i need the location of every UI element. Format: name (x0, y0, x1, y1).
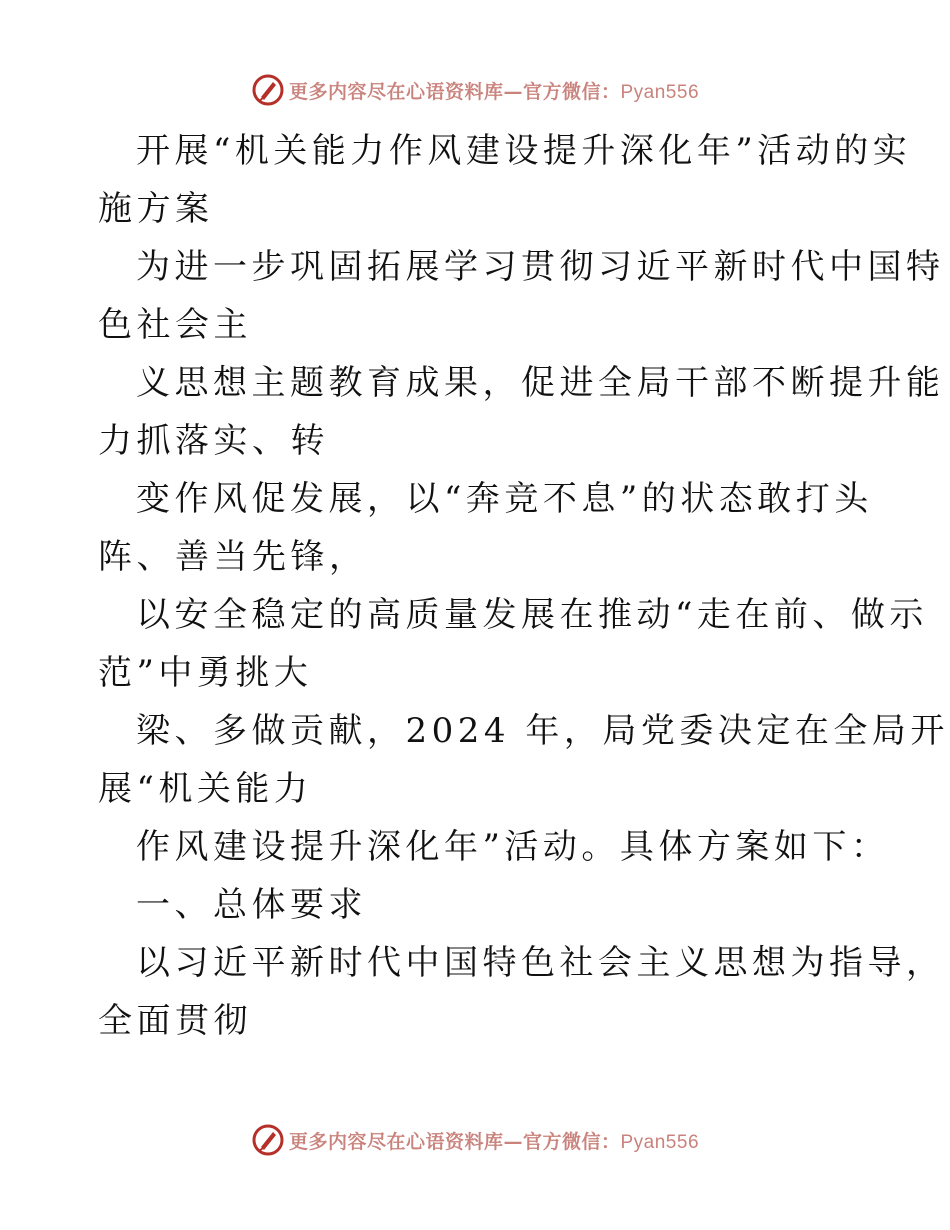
pen-seal-icon (251, 1123, 285, 1157)
text-line: 开展“机关能力作风建设提升深化年”活动的实 (136, 131, 912, 171)
text-line: 展“机关能力 (98, 769, 313, 809)
text-line: 范”中勇挑大 (98, 653, 313, 693)
text-line: 义思想主题教育成果，促进全局干部不断提升能 (136, 363, 945, 403)
watermark-wechat-id: Pyan556 (620, 1131, 700, 1153)
text-line: 施方案 (98, 189, 214, 229)
text-line: 力抓落实、转 (98, 421, 329, 461)
text-line: 作风建设提升深化年”活动。具体方案如下： (136, 827, 890, 867)
watermark-text (289, 1127, 699, 1154)
pen-seal-icon (251, 73, 285, 107)
text-line: 为进一步巩固拓展学习贯彻习近平新时代中国特 (136, 247, 945, 287)
text-line: 全面贯彻 (98, 1001, 252, 1041)
text-line: 以习近平新时代中国特色社会主义思想为指导， (136, 943, 945, 983)
watermark-wechat-id: Pyan556 (620, 81, 700, 103)
header-watermark (0, 70, 950, 110)
text-line: 色社会主 (98, 305, 252, 345)
text-line: 阵、善当先锋， (98, 537, 368, 577)
footer-watermark (0, 1120, 950, 1160)
text-line: 梁、多做贡献，2024 年，局党委决定在全局开 (136, 711, 949, 751)
watermark-text (289, 77, 699, 104)
watermark-label: 更多内容尽在心语资料库—官方微信： (288, 1130, 621, 1153)
text-line: 变作风促发展，以“奔竞不息”的状态敢打头 (136, 479, 873, 519)
watermark-label: 更多内容尽在心语资料库—官方微信： (288, 80, 621, 103)
document-body (98, 122, 949, 1050)
text-line: 一、总体要求 (136, 885, 367, 925)
text-line: 以安全稳定的高质量发展在推动“走在前、做示 (136, 595, 928, 635)
